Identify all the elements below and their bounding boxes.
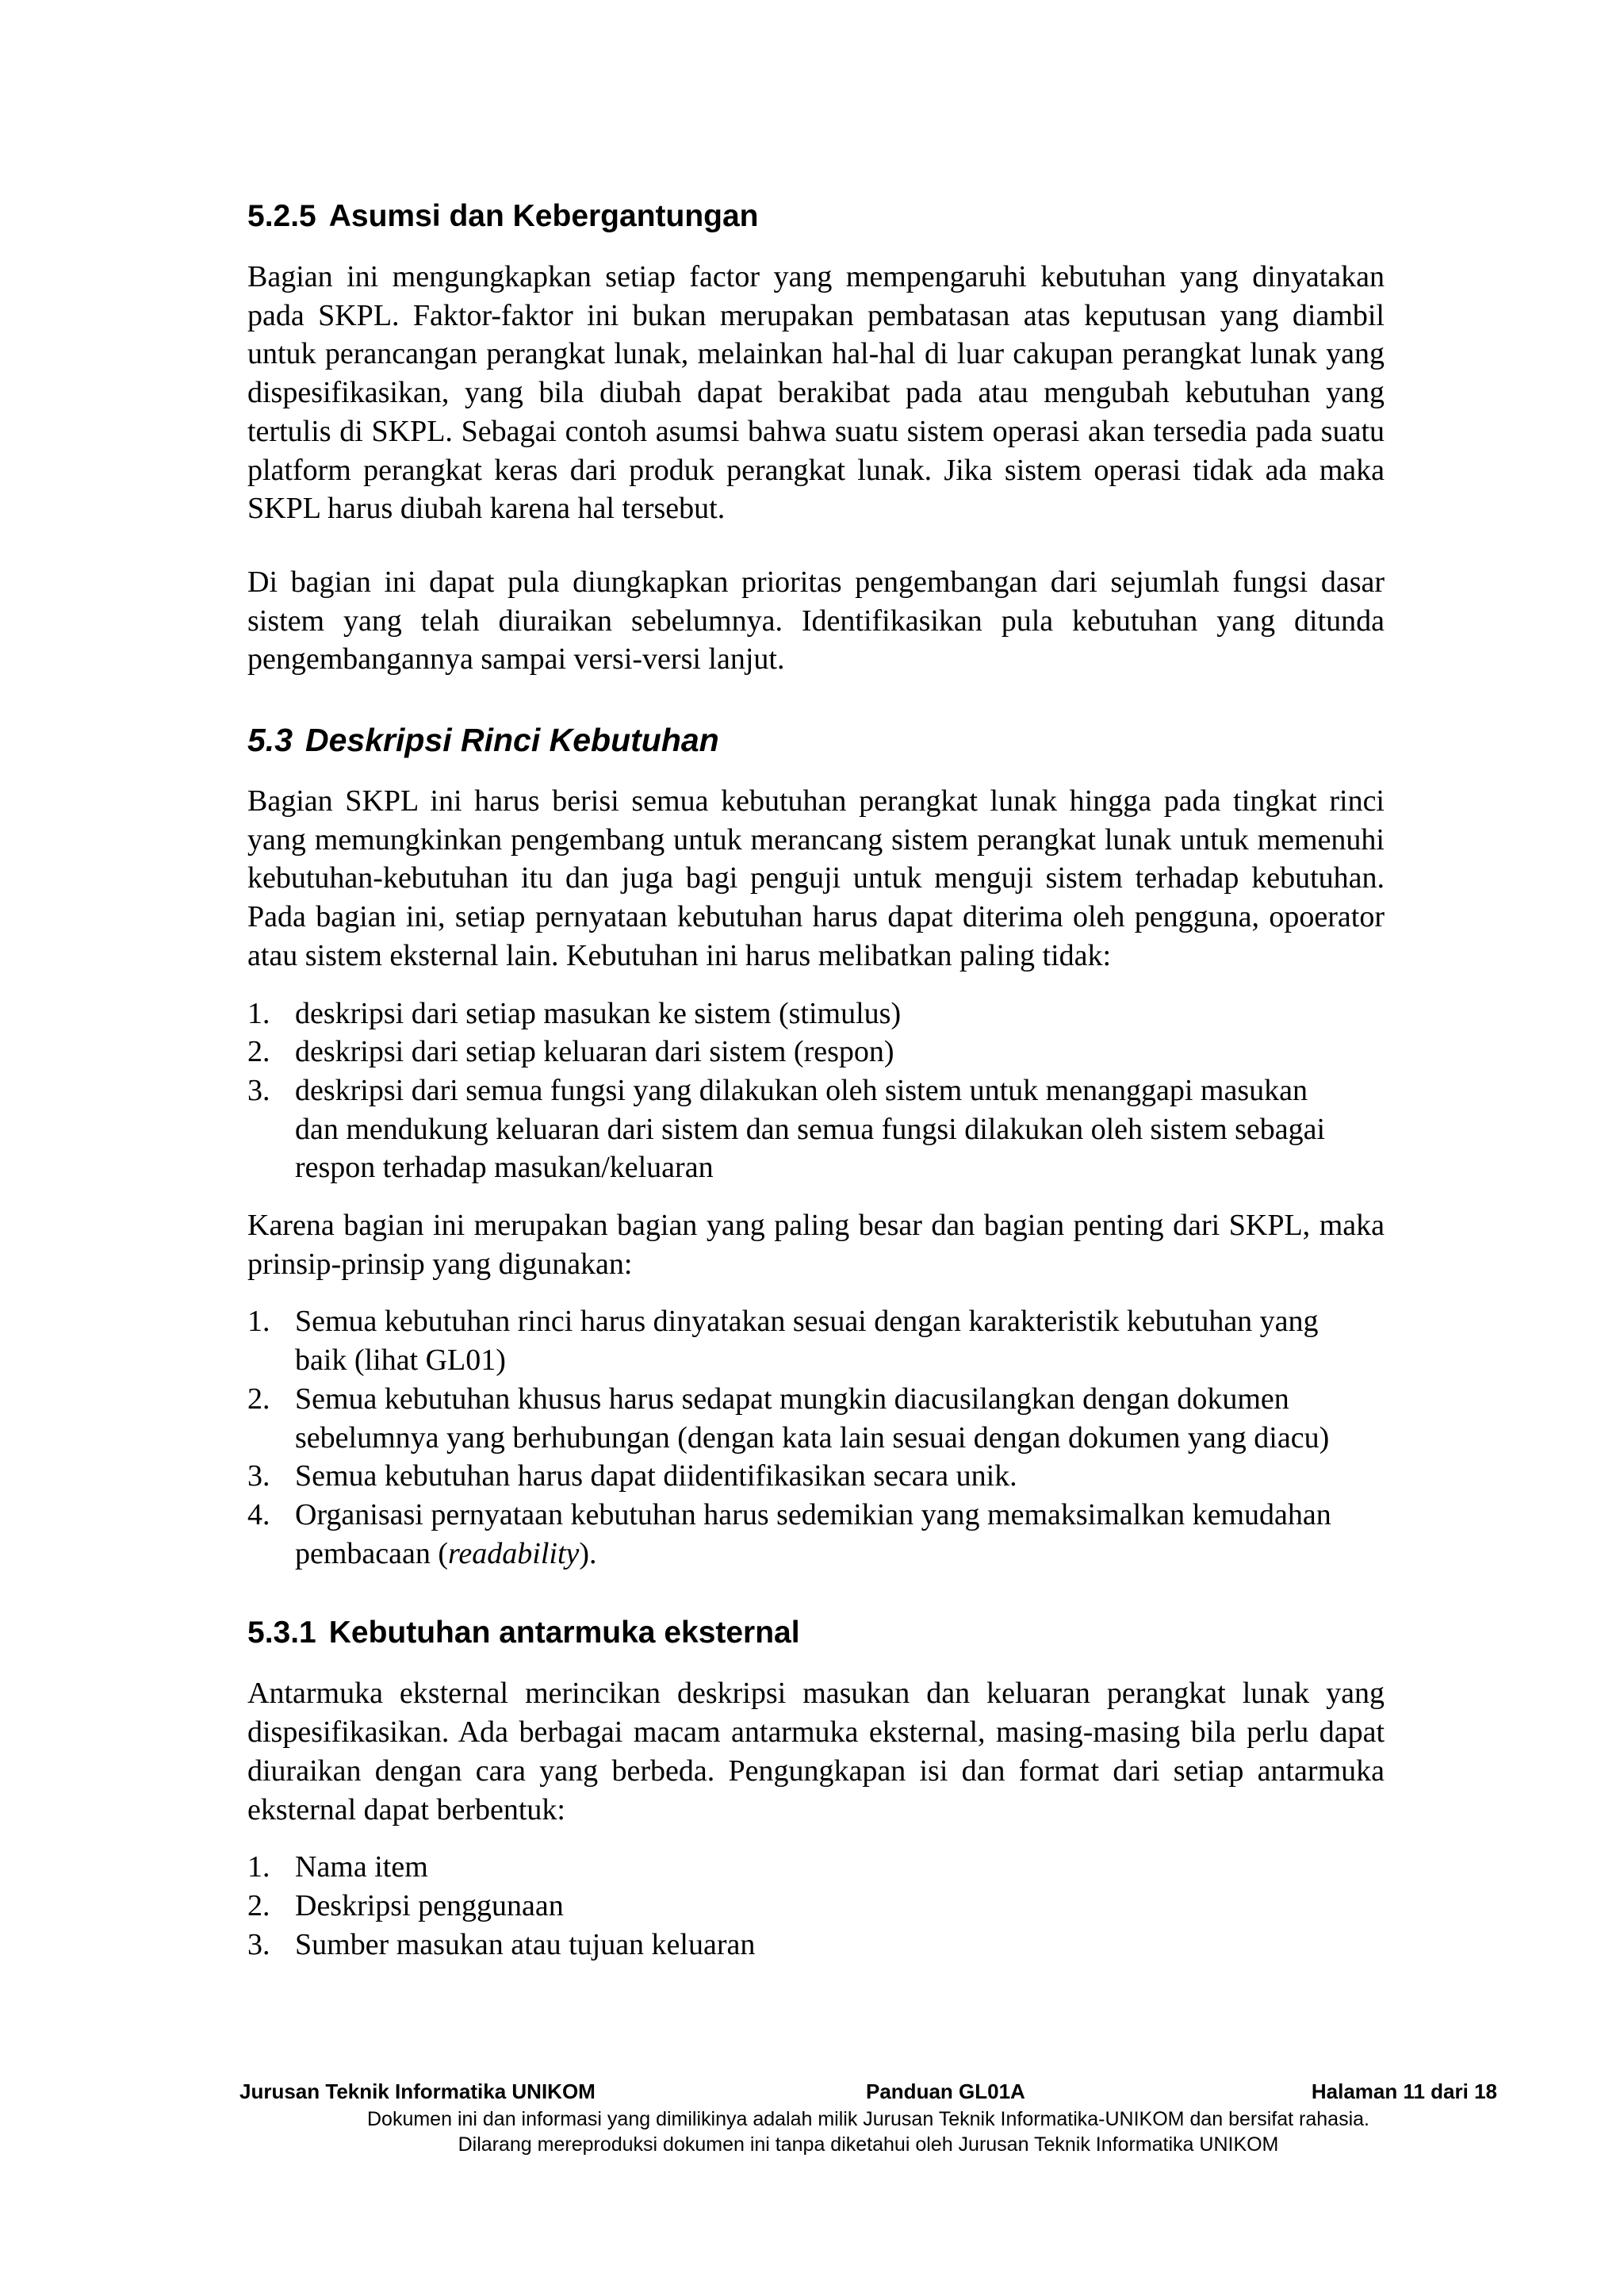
list-text: deskripsi dari setiap keluaran dari sistem (respon) <box>295 1035 894 1069</box>
footer-page-number: Halaman 11 dari 18 <box>1311 2079 1497 2103</box>
paragraph-assumptions: Bagian ini mengungkapkan setiap factor yang mempengaruhi kebutuhan yang dinyatakan pada SKPL. Faktor-faktor ini bukan merupakan pembatasan atas keputusan yang diambil untuk perancangan perangkat lunak, melainkan hal-hal di luar cakupan perangkat lunak yang dispesifikasikan, yang bila diubah dapat berakibat pada atau mengubah kebutuhan yang tertulis di SKPL. Sebagai contoh asumsi bahwa suatu sistem operasi akan tersedia pada suatu platform perangkat keras dari produk perangkat lunak. Jika sistem operasi tidak ada maka SKPL harus diubah karena hal tersebut. <box>247 260 1385 526</box>
list-item <box>247 995 1385 1033</box>
footer-note-ownership: Dokumen ini dan informasi yang dimilikinya adalah milik Jurusan Teknik Informatika-UNIKOM dan bersifat rahasia. <box>367 2108 1369 2130</box>
requirements-description-list <box>247 995 1385 1188</box>
list-item <box>247 1302 1385 1379</box>
heading-number: 5.2.5 <box>247 199 316 233</box>
list-text: Semua kebutuhan rinci harus dinyatakan sesuai dengan karakteristik kebutuhan yang baik (lihat GL01) <box>295 1305 1319 1378</box>
heading-number: 5.3.1 <box>247 1616 316 1650</box>
list-number: 3. <box>247 1927 270 1961</box>
footer-confidentiality <box>239 2106 1497 2157</box>
page-footer <box>239 2078 1497 2105</box>
list-number: 4. <box>247 1497 270 1531</box>
list-number: 3. <box>247 1459 270 1493</box>
footer-document-id: Panduan GL01A <box>866 2079 1025 2103</box>
list-number: 1. <box>247 1305 270 1339</box>
list-number: 1. <box>247 996 270 1030</box>
page-content <box>247 196 1385 1964</box>
list-text: Sumber masukan atau tujuan keluaran <box>295 1927 756 1961</box>
list-item <box>247 1071 1385 1187</box>
interface-content-list <box>247 1848 1385 1964</box>
footer-department: Jurusan Teknik Informatika UNIKOM <box>239 2079 596 2103</box>
heading-5-3 <box>247 719 1385 761</box>
heading-title: Kebutuhan antarmuka eksternal <box>328 1616 800 1650</box>
heading-number: 5.3 <box>247 722 293 759</box>
list-text: Deskripsi penggunaan <box>295 1888 564 1922</box>
footer-note-reproduction: Dilarang mereproduksi dokumen ini tanpa diketahui oleh Jurusan Teknik Informatika UNIKOM <box>458 2133 1279 2156</box>
list-item <box>247 1380 1385 1457</box>
list-item <box>247 1457 1385 1496</box>
list-text <box>295 1496 1350 1573</box>
list-number: 2. <box>247 1888 270 1922</box>
list-text: deskripsi dari setiap masukan ke sistem (stimulus) <box>295 996 902 1030</box>
heading-title: Asumsi dan Kebergantungan <box>328 199 759 233</box>
list-item <box>247 1926 1385 1964</box>
heading-5-3-1 <box>247 1612 1385 1654</box>
list-number: 1. <box>247 1850 270 1884</box>
list-text-before: Organisasi pernyataan kebutuhan harus sedemikian yang memaksimalkan kemudahan pembacaan ( <box>295 1497 1331 1570</box>
list-text: deskripsi dari semua fungsi yang dilakukan oleh sistem untuk menanggapi masukan dan mendukung keluaran dari sistem dan semua fungsi dilakukan oleh sistem sebagai respon terhadap masukan/keluaran <box>295 1073 1326 1185</box>
paragraph-external-interfaces: Antarmuka eksternal merincikan deskripsi masukan dan keluaran perangkat lunak yang dispesifikasikan. Ada berbagai macam antarmuka eksternal, masing-masing bila perlu dapat diuraikan dengan cara yang berbeda. Pengungkapan isi dan format dari setiap antarmuka eksternal dapat berbentuk: <box>247 1677 1385 1826</box>
list-text: Semua kebutuhan khusus harus sedapat mungkin diacusilangkan dengan dokumen sebelumnya yang berhubungan (dengan kata lain sesuai dengan dokumen yang diacu) <box>295 1382 1330 1455</box>
list-text-after: ). <box>579 1536 597 1570</box>
paragraph-priorities: Di bagian ini dapat pula diungkapkan prioritas pengembangan dari sejumlah fungsi dasar sistem yang telah diuraikan sebelumnya. Identifikasikan pula kebutuhan yang ditunda pengembangannya sampai versi-versi lanjut. <box>247 565 1385 677</box>
list-item <box>247 1496 1385 1573</box>
list-number: 3. <box>247 1073 270 1107</box>
list-item <box>247 1848 1385 1887</box>
list-text: Nama item <box>295 1850 428 1884</box>
paragraph-principles-intro: Karena bagian ini merupakan bagian yang paling besar dan bagian penting dari SKPL, maka prinsip-prinsip yang digunakan: <box>247 1209 1385 1281</box>
heading-title: Deskripsi Rinci Kebutuhan <box>305 722 719 759</box>
list-text: Semua kebutuhan harus dapat diidentifikasikan secara unik. <box>295 1459 1017 1493</box>
list-number: 2. <box>247 1035 270 1069</box>
list-number: 2. <box>247 1382 270 1416</box>
heading-5-2-5 <box>247 196 1385 237</box>
paragraph-detailed-requirements: Bagian SKPL ini harus berisi semua kebutuhan perangkat lunak hingga pada tingkat rinci yang memungkinkan pengembang untuk merancang sistem perangkat lunak untuk memenuhi kebutuhan-kebutuhan itu dan juga bagi penguji untuk menguji sistem terhadap kebutuhan. Pada bagian ini, setiap pernyataan kebutuhan harus dapat diterima oleh pengguna, opoerator atau sistem eksternal lain. Kebutuhan ini harus melibatkan paling tidak: <box>247 784 1385 972</box>
principles-list <box>247 1302 1385 1573</box>
italic-term: readability <box>448 1536 580 1570</box>
list-item <box>247 1887 1385 1926</box>
list-item <box>247 1033 1385 1071</box>
